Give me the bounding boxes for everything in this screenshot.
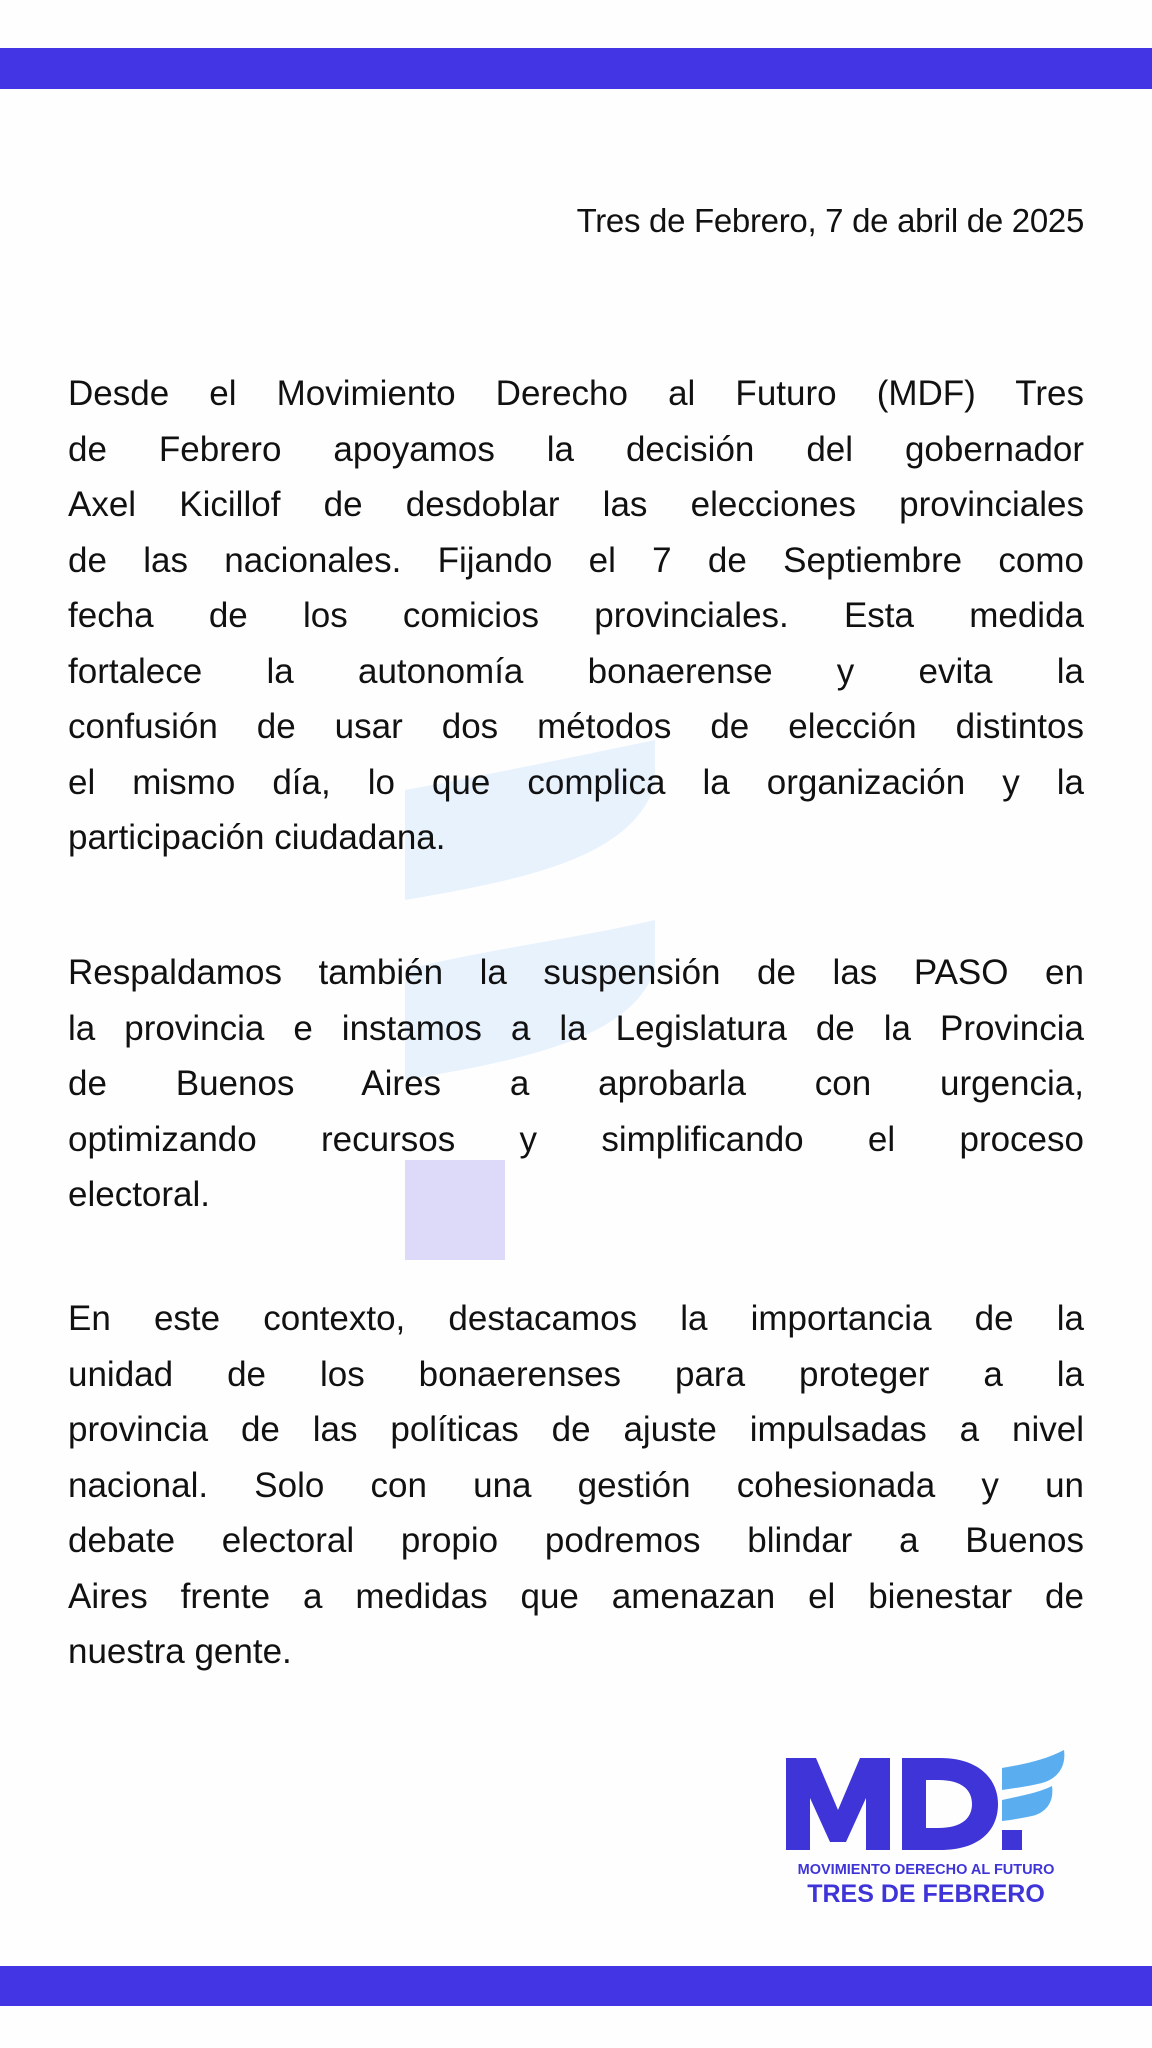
text-line: Desde el Movimiento Derecho al Futuro (MDF) Tres [68, 374, 1084, 413]
text-line: Respaldamos también la suspensión de las PASO en [68, 953, 1084, 992]
text-line: de Buenos Aires a aprobarla con urgencia, [68, 1064, 1084, 1103]
text-line: En este contexto, destacamos la importancia de la [68, 1299, 1084, 1338]
text-line: fecha de los comicios provinciales. Esta medida [68, 596, 1084, 635]
paragraph-paso-suspension [68, 945, 1084, 1223]
text-line: confusión de usar dos métodos de elección distintos [68, 707, 1084, 746]
text-line: electoral. [68, 1175, 211, 1214]
text-line: Axel Kicillof de desdoblar las elecciones provinciales [68, 485, 1084, 524]
text-line: de las nacionales. Fijando el 7 de Septiembre como [68, 540, 1084, 580]
text-line: optimizando recursos y simplificando el proceso [68, 1119, 1084, 1159]
letter-date: Tres de Febrero, 7 de abril de 2025 [576, 202, 1084, 239]
mdf-logo [780, 1750, 1070, 1910]
logo-subtitle: MOVIMIENTO DERECHO AL FUTURO [797, 1862, 1055, 1878]
text-line: nuestra gente. [68, 1632, 292, 1671]
text-line: Aires frente a medidas que amenazan el bienestar de [68, 1576, 1084, 1616]
text-line: provincia de las políticas de ajuste impulsadas a nivel [68, 1410, 1084, 1449]
logo-location: TRES DE FEBRERO [807, 1880, 1045, 1908]
paragraph-support-decision [68, 366, 1084, 866]
text-line: el mismo día, lo que complica la organización y la [68, 762, 1084, 802]
text-line: debate electoral propio podremos blindar a Buenos [68, 1521, 1084, 1560]
text-line: nacional. Solo con una gestión cohesionada y un [68, 1465, 1084, 1505]
text-line: de Febrero apoyamos la decisión del gobernador [68, 429, 1084, 469]
mdf-logo-mark [780, 1750, 1070, 1865]
bottom-brand-bar [0, 1966, 1152, 2006]
text-line: participación ciudadana. [68, 818, 446, 857]
text-line: la provincia e instamos a la Legislatura de la Provincia [68, 1008, 1084, 1048]
text-line: unidad de los bonaerenses para proteger a la [68, 1354, 1084, 1394]
top-brand-bar [0, 48, 1152, 89]
text-line: fortalece la autonomía bonaerense y evita la [68, 651, 1084, 691]
paragraph-unity [68, 1291, 1084, 1680]
